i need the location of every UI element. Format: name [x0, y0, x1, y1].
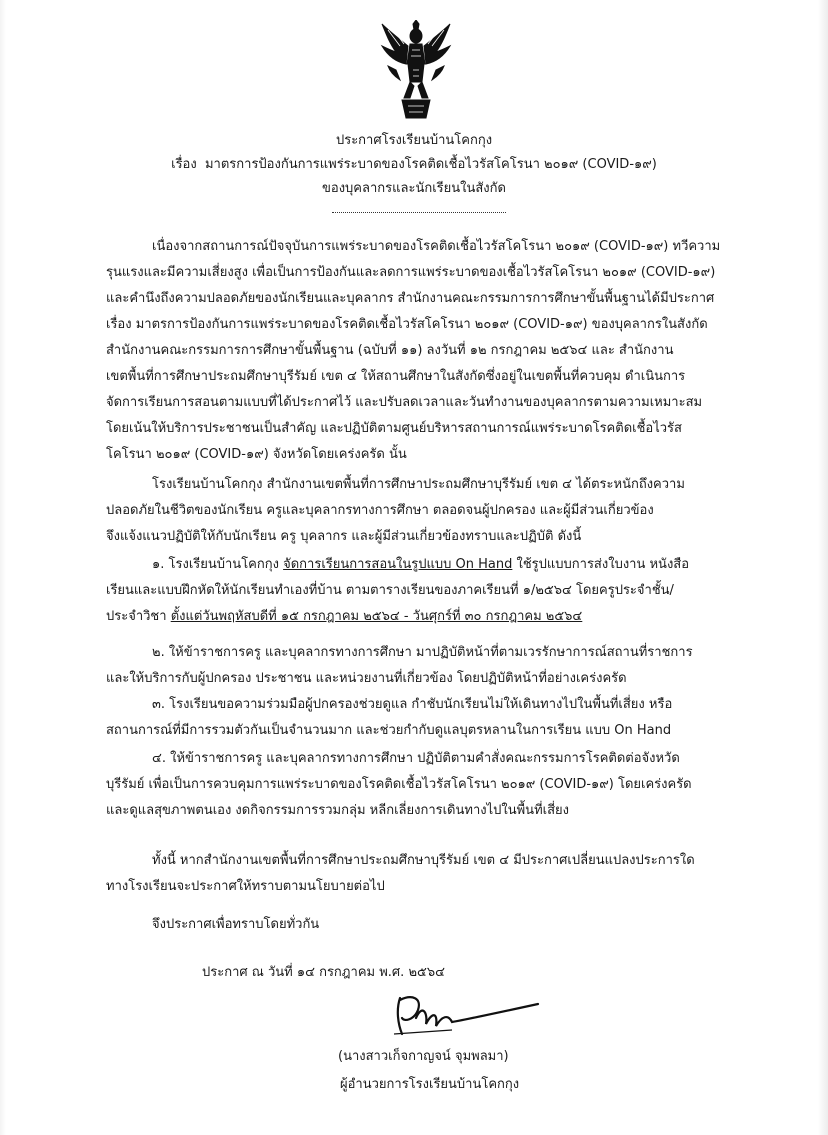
para2-line: โรงเรียนบ้านโคกกุง สำนักงานเขตพื้นที่การศึกษาประถมศึกษาบุรีรัมย์ เขต ๔ ได้ตระหนักถึงความ	[152, 477, 685, 492]
subject-text: มาตรการป้องกันการแพร่ระบาดของโรคติดเชื้อไวรัสโคโรนา ๒๐๑๙ (COVID-๑๙)	[204, 157, 657, 172]
garuda-emblem-icon	[380, 20, 452, 120]
item3-line: ๓. โรงเรียนขอความร่วมมือผู้ปกครองช่วยดูแล กำชับนักเรียนไม่ให้เดินทางไปในพื้นที่เสี่ยง หรือ	[152, 697, 673, 712]
subject-prefix: เรื่อง	[171, 157, 197, 172]
para1-line: โดยเน้นให้บริการประชาชนเป็นสำคัญ และปฏิบัติตามศูนย์บริหารสถานการณ์แพร่ระบาดโรคติดเชื้อไวรัส	[106, 421, 682, 436]
dotted-divider	[332, 212, 506, 213]
item4-line: และดูแลสุขภาพตนเอง งดกิจกรรมการรวมกลุ่ม หลีกเลี่ยงการเดินทางไปในพื้นที่เสี่ยง	[106, 803, 569, 818]
document-title: ประกาศโรงเรียนบ้านโคกกุง	[335, 133, 493, 148]
item1-prefix: ๑. โรงเรียนบ้านโคกกุง	[152, 557, 284, 572]
para1-line: โคโรนา ๒๐๑๙ (COVID-๑๙) จังหวัดโดยเคร่งครัด นั้น	[106, 447, 407, 462]
closing-line: ทั้งนี้ หากสำนักงานเขตพื้นที่การศึกษาประถมศึกษาบุรีรัมย์ เขต ๔ มีประกาศเปลี่ยนแปลงประการใด	[152, 853, 695, 868]
para2-line: จึงแจ้งแนวปฏิบัติให้กับนักเรียน ครู บุคลากร และผู้มีส่วนเกี่ยวข้องทราบและปฏิบัติ ดังนี้	[106, 529, 582, 544]
signer-name: (นางสาวเก็จกาญจน์ จุมพลมา)	[338, 1049, 509, 1064]
subject-line	[0, 156, 828, 174]
item1-suffix: ใช้รูปแบบการส่งใบงาน หนังสือ	[512, 557, 690, 572]
closing-line: ทางโรงเรียนจะประกาศให้ทราบตามนโยบายต่อไป	[106, 879, 385, 894]
item4-line: บุรีรัมย์ เพื่อเป็นการควบคุมการแพร่ระบาดของโรคติดเชื้อไวรัสโคโรนา ๒๐๑๙ (COVID-๑๙) โดยเคร่งครัด	[106, 777, 692, 792]
item1-underlined: จัดการเรียนการสอนในรูปแบบ On Hand	[283, 557, 513, 572]
item1-line3-prefix: ประจำวิชา	[106, 609, 171, 624]
para1-line: จัดการเรียนการสอนตามแบบที่ได้ประกาศไว้ และปรับลดเวลาและวันทำงานของบุคลากรตามความเหมาะสม	[106, 395, 703, 410]
announce-date: ประกาศ ณ วันที่ ๑๔ กรกฎาคม พ.ศ. ๒๕๖๔	[202, 965, 445, 980]
item2-line: และให้บริการกับผู้ปกครอง ประชาชน และหน่วยงานที่เกี่ยวข้อง โดยปฏิบัติหน้าที่อย่างเคร่งครัด	[106, 671, 627, 686]
signer-position: ผู้อำนวยการโรงเรียนบ้านโคกกุง	[340, 1077, 520, 1092]
item3-line: สถานการณ์ที่มีการรวมตัวกันเป็นจำนวนมาก และช่วยกำกับดูแลบุตรหลานในการเรียน แบบ On Hand	[106, 723, 672, 738]
para1-line: และคำนึงถึงความปลอดภัยของนักเรียนและบุคลากร สำนักงานคณะกรรมการการศึกษาขั้นพื้นฐานได้มีประกาศ	[106, 291, 715, 306]
item1-line	[152, 556, 689, 574]
para1-line: เนื่องจากสถานการณ์ปัจจุบันการแพร่ระบาดของโรคติดเชื้อไวรัสโคโรนา ๒๐๑๙ (COVID-๑๙) ทวีความ	[152, 239, 721, 254]
para1-line: เขตพื้นที่การศึกษาประถมศึกษาบุรีรัมย์ เขต ๔ ให้สถานศึกษาในสังกัดซึ่งอยู่ในเขตพื้นที่ควบคุม ดำเนินการ	[106, 369, 686, 384]
item4-line: ๔. ให้ข้าราชการครู และบุคลากรทางการศึกษา ปฏิบัติตามคำสั่งคณะกรรมการโรคติดต่อจังหวัด	[152, 751, 680, 766]
para2-line: ปลอดภัยในชีวิตของนักเรียน ครูและบุคลากรทางการศึกษา ตลอดจนผู้ปกครอง และผู้มีส่วนเกี่ยวข้อง	[106, 503, 654, 518]
item1-date-range: ตั้งแต่วันพฤหัสบดีที่ ๑๕ กรกฎาคม ๒๕๖๔ - วันศุกร์ที่ ๓๐ กรกฎาคม ๒๕๖๔	[170, 609, 583, 624]
para1-line: สำนักงานคณะกรรมการการศึกษาขั้นพื้นฐาน (ฉบับที่ ๑๑) ลงวันที่ ๑๒ กรกฎาคม ๒๕๖๔ และ สำนักงาน	[106, 343, 674, 358]
para1-line: รุนแรงและมีความเสี่ยงสูง เพื่อเป็นการป้องกันและลดการแพร่ระบาดของเชื้อไวรัสโคโรนา ๒๐๑๙ (COVID-๑๙)	[106, 265, 716, 280]
announce-line: จึงประกาศเพื่อทราบโดยทั่วกัน	[152, 917, 320, 932]
signature-icon	[392, 990, 542, 1042]
item2-line: ๒. ให้ข้าราชการครู และบุคลากรทางการศึกษา มาปฏิบัติหน้าที่ตามเวรรักษาการณ์สถานที่ราชการ	[152, 645, 693, 660]
para1-line: เรื่อง มาตรการป้องกันการแพร่ระบาดของโรคติดเชื้อไวรัสโคโรนา ๒๐๑๙ (COVID-๑๙) ของบุคลากรในสังกัด	[106, 317, 708, 332]
item1-line: เรียนและแบบฝึกหัดให้นักเรียนทำเองที่บ้าน ตามตารางเรียนของภาคเรียนที่ ๑/๒๕๖๔ โดยครูประจำชั้น/	[106, 583, 674, 598]
item1-line	[106, 608, 582, 626]
subject-line-2: ของบุคลากรและนักเรียนในสังกัด	[322, 181, 506, 196]
